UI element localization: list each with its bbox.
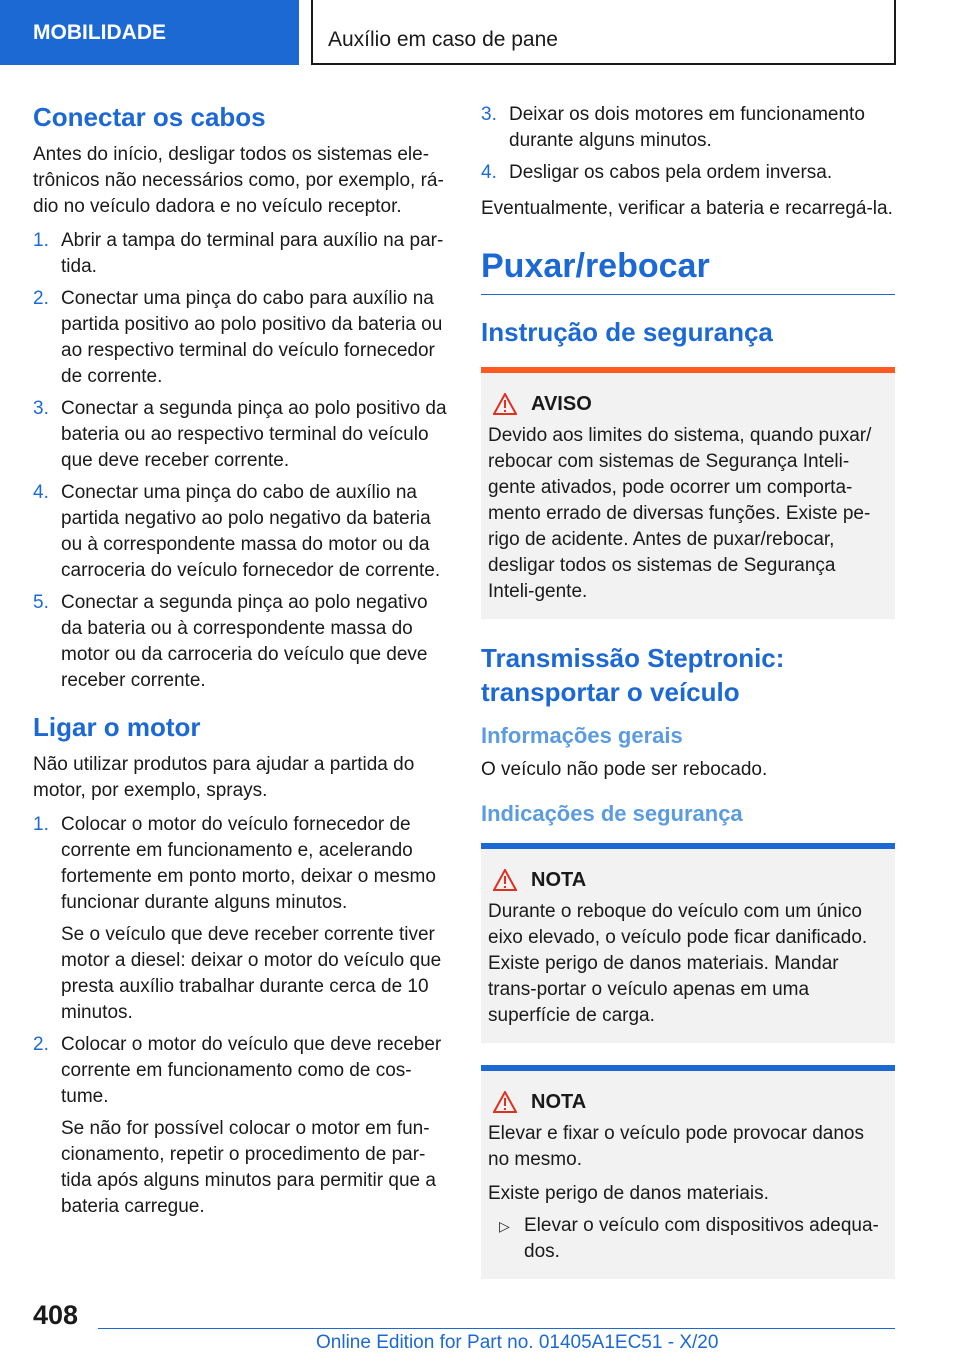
warning-box	[481, 367, 895, 619]
warning-icon	[493, 393, 517, 415]
after-text: Eventualmente, verificar a bateria e recarregá-la.	[481, 198, 893, 219]
step-number: 2.	[33, 288, 49, 309]
section-tab: MOBILIDADE	[0, 0, 299, 65]
edition-footer: Online Edition for Part no. 01405A1EC51 - X/20	[316, 1332, 719, 1353]
list-item	[33, 396, 448, 474]
step-number: 2.	[33, 1034, 49, 1055]
step-extra: Se o veículo que deve receber corrente tiver motor a diesel: deixar o motor do veículo que presta auxílio trabalhar durante cerca de 10 minutos.	[61, 924, 442, 1023]
list-item	[33, 590, 448, 694]
step-number: 5.	[33, 592, 49, 613]
note-label: NOTA	[531, 1091, 587, 1113]
left-column	[33, 100, 448, 1230]
step-text: Desligar os cabos pela ordem inversa.	[509, 162, 833, 183]
note-box-1	[481, 843, 895, 1043]
start-steps	[33, 812, 448, 1220]
list-item	[481, 160, 895, 186]
step-number: 4.	[33, 482, 49, 503]
safety-heading: Instrução de segurança	[481, 317, 773, 347]
list-item	[33, 1032, 448, 1220]
right-column	[481, 102, 895, 1301]
start-engine-heading: Ligar o motor	[33, 712, 201, 742]
note-label: NOTA	[531, 869, 587, 891]
step-number: 3.	[481, 104, 497, 125]
connect-intro: Antes do início, desligar todos os sistemas ele-trônicos não necessários como, por exemplo, rá-dio no veículo dadora e no veículo receptor.	[33, 144, 444, 217]
chapter-title: Puxar/rebocar	[481, 247, 710, 285]
list-item	[33, 480, 448, 584]
note-text: Elevar e fixar o veículo pode provocar danos no mesmo.	[488, 1123, 864, 1170]
step-text: Deixar os dois motores em funcionamento durante alguns minutos.	[509, 104, 865, 151]
list-item	[488, 1213, 887, 1265]
general-info-heading: Informações gerais	[481, 723, 683, 748]
step-text: Conectar uma pinça do cabo de auxílio na partida negativo ao polo negativo da bateria ou à correspondente massa do motor ou da carroceria do veículo fornecedor de corrente.	[61, 482, 441, 581]
title-rule	[481, 294, 895, 295]
step-number: 3.	[33, 398, 49, 419]
connect-steps	[33, 228, 448, 694]
step-text: Colocar o motor do veículo que deve receber corrente em funcionamento como de cos-tume.	[61, 1034, 442, 1107]
list-item	[33, 228, 448, 280]
step-number: 4.	[481, 162, 497, 183]
warning-icon	[493, 869, 517, 891]
note-text: Durante o reboque do veículo com um único eixo elevado, o veículo pode ficar danificado. Existe perigo de danos materiais. Mandar trans-portar o veículo apenas em uma superfície de carga.	[488, 901, 868, 1026]
connect-cables-heading: Conectar os cabos	[33, 102, 266, 132]
step-number: 1.	[33, 230, 49, 251]
step-text: Conectar uma pinça do cabo para auxílio na partida positivo ao polo positivo da bateria ou ao respectivo terminal do veículo fornecedor de corrente.	[61, 288, 443, 387]
step-text: Abrir a tampa do terminal para auxílio na par-tida.	[61, 230, 444, 277]
list-item	[33, 286, 448, 390]
note-text-2: Existe perigo de danos materiais.	[488, 1183, 769, 1204]
start-intro: Não utilizar produtos para ajudar a partida do motor, por exemplo, sprays.	[33, 754, 415, 801]
page-number: 408	[33, 1300, 79, 1330]
list-item	[481, 102, 895, 154]
warning-text: Devido aos limites do sistema, quando puxar/ rebocar com sistemas de Segurança Inteli-gente ativados, pode ocorrer um comporta-mento errado de diversas funções. Existe pe-rigo de acidente. Antes de puxar/rebocar, desligar todos os sistemas de Segurança Inteli-gente.	[488, 425, 872, 602]
general-info-text: O veículo não pode ser rebocado.	[481, 759, 768, 780]
connect-steps-cont	[481, 102, 895, 186]
footer-rule	[98, 1328, 895, 1329]
note-bullets	[488, 1213, 887, 1265]
chapter-header: Auxílio em caso de pane	[311, 0, 896, 65]
step-text: Conectar a segunda pinça ao polo positivo da bateria ou ao respectivo terminal do veículo que deve receber corrente.	[61, 398, 447, 471]
list-item	[33, 812, 448, 1026]
transmission-heading: Transmissão Steptronic: transportar o veículo	[481, 643, 785, 707]
safety-notes-heading: Indicações de segurança	[481, 801, 743, 826]
step-text: Conectar a segunda pinça ao polo negativo da bateria ou à correspondente massa do motor ou da carroceria do veículo que deve receber corrente.	[61, 592, 428, 691]
bullet-text: Elevar o veículo com dispositivos adequa-dos.	[524, 1215, 879, 1262]
note-box-2	[481, 1065, 895, 1279]
triangle-bullet-icon: ▷	[499, 1218, 510, 1234]
warning-label: AVISO	[531, 393, 592, 415]
step-extra: Se não for possível colocar o motor em fun-cionamento, repetir o procedimento de par-tida após alguns minutos para permitir que a bateria carregue.	[61, 1118, 436, 1217]
warning-icon	[493, 1091, 517, 1113]
step-text: Colocar o motor do veículo fornecedor de corrente em funcionamento e, acelerando fortemente em ponto morto, deixar o mesmo funcionar durante alguns minutos.	[61, 814, 436, 913]
step-number: 1.	[33, 814, 49, 835]
